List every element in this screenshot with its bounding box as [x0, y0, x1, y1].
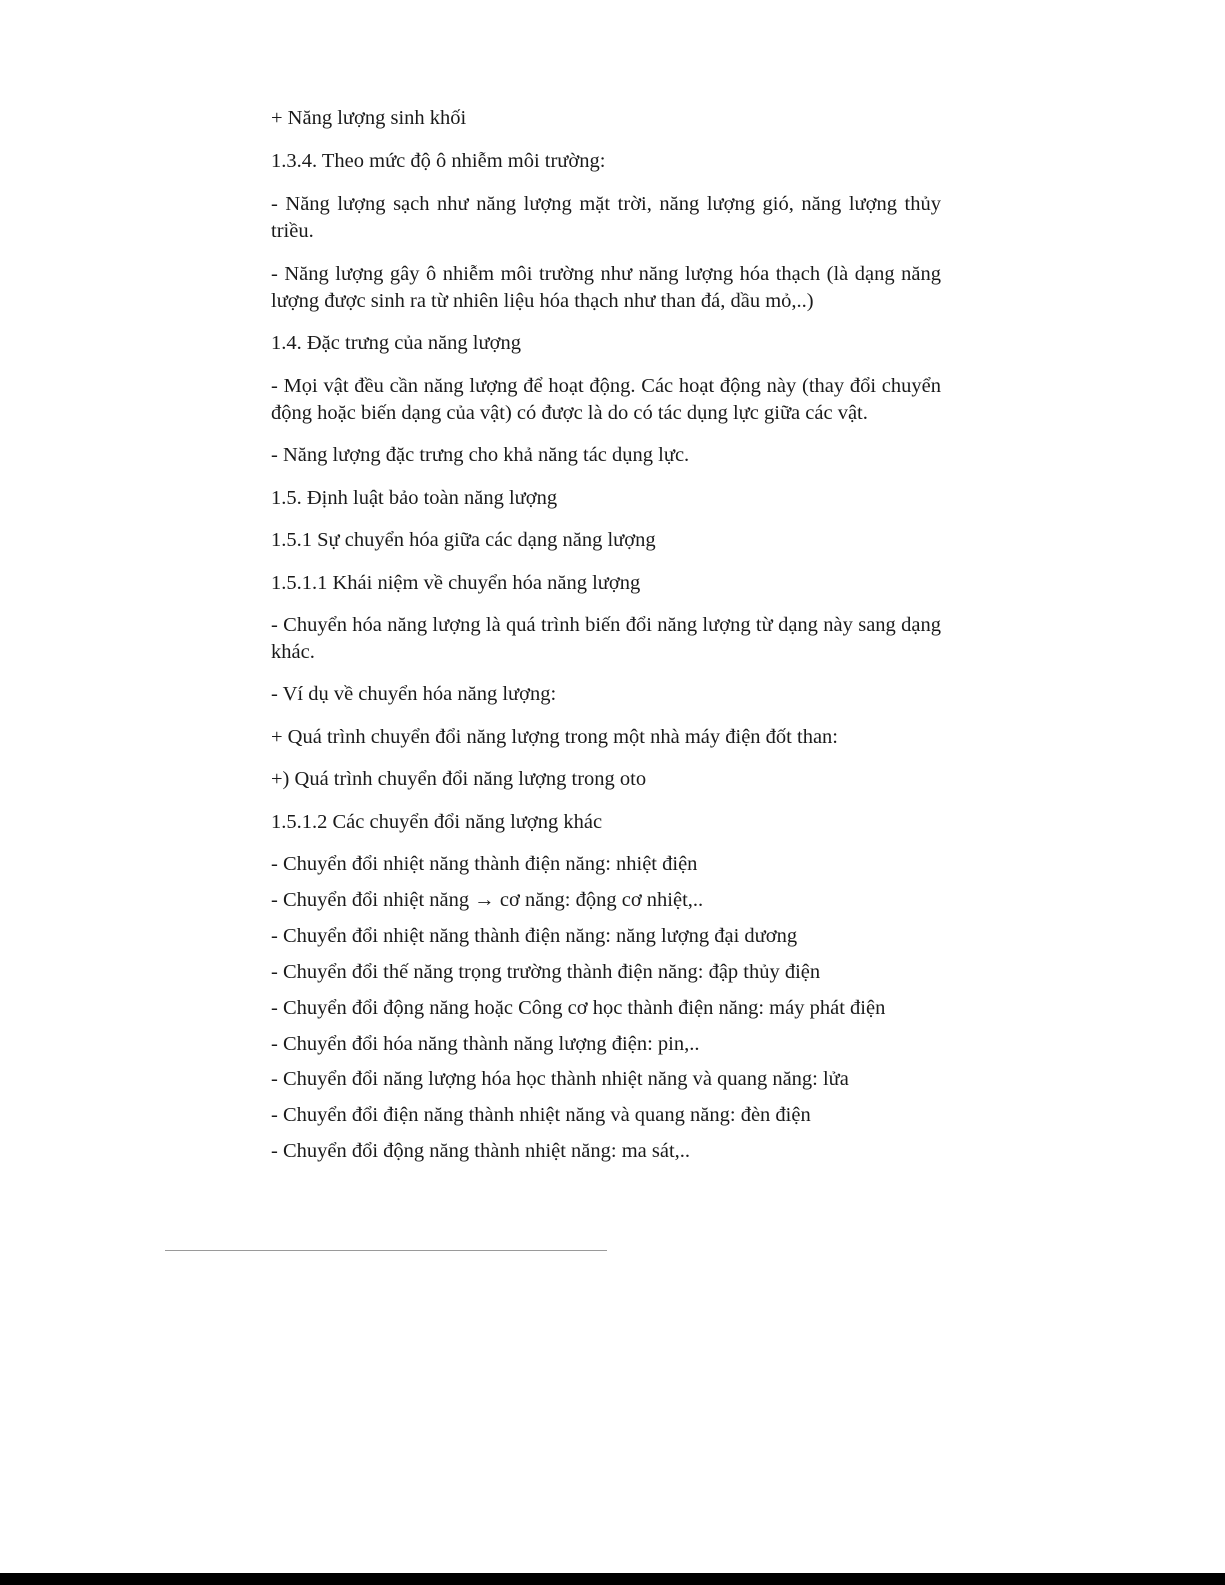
heading-1-5-1: 1.5.1 Sự chuyển hóa giữa các dạng năng lượng: [271, 529, 656, 551]
paragraph-polluting-energy: - Năng lượng gây ô nhiễm môi trường như năng lượng hóa thạch (là dạng năng lượng được sinh ra từ nhiên liệu hóa thạch như than đá, dầu mỏ,..): [271, 263, 941, 312]
list-item: - Chuyển đổi thế năng trọng trường thành điện năng: đập thủy điện: [271, 961, 821, 983]
list-item: - Chuyển đổi động năng hoặc Công cơ học thành điện năng: máy phát điện: [271, 997, 886, 1019]
list-item: - Chuyển đổi năng lượng hóa học thành nhiệt năng và quang năng: lửa: [271, 1068, 849, 1090]
paragraph-car: +) Quá trình chuyển đổi năng lượng trong oto: [271, 768, 647, 790]
list-item: - Chuyển đổi điện năng thành nhiệt năng và quang năng: đèn điện: [271, 1104, 811, 1126]
paragraph-biomass: + Năng lượng sinh khối: [271, 107, 467, 129]
paragraph-examples: - Ví dụ về chuyển hóa năng lượng:: [271, 683, 557, 705]
list-item: - Chuyển đổi nhiệt năng thành điện năng: nhiệt điện: [271, 853, 698, 875]
heading-1-5: 1.5. Định luật bảo toàn năng lượng: [271, 487, 558, 509]
heading-1-5-1-2: 1.5.1.2 Các chuyển đổi năng lượng khác: [271, 811, 603, 833]
paragraph-conversion-definition: - Chuyển hóa năng lượng là quá trình biến đổi năng lượng từ dạng này sang dạng khác.: [271, 614, 941, 663]
list-item: - Chuyển đổi hóa năng thành năng lượng điện: pin,..: [271, 1033, 700, 1055]
paragraph-clean-energy: - Năng lượng sạch như năng lượng mặt trời, năng lượng gió, năng lượng thủy triều.: [271, 193, 941, 242]
heading-1-4: 1.4. Đặc trưng của năng lượng: [271, 332, 521, 354]
list-item: - Chuyển đổi động năng thành nhiệt năng: ma sát,..: [271, 1140, 691, 1162]
page-bottom-edge: [0, 1573, 1225, 1585]
paragraph-energy-needed: - Mọi vật đều cần năng lượng để hoạt động. Các hoạt động này (thay đổi chuyển động hoặc biến dạng của vật) có được là do có tác dụng lực giữa các vật.: [271, 375, 941, 424]
paragraph-coal-plant: + Quá trình chuyển đổi năng lượng trong một nhà máy điện đốt than:: [271, 726, 838, 748]
heading-1-5-1-1: 1.5.1.1 Khái niệm về chuyển hóa năng lượng: [271, 572, 641, 594]
paragraph-energy-characteristic: - Năng lượng đặc trưng cho khả năng tác dụng lực.: [271, 444, 690, 466]
list-item: - Chuyển đổi nhiệt năng thành điện năng: năng lượng đại dương: [271, 925, 798, 947]
heading-1-3-4: 1.3.4. Theo mức độ ô nhiễm môi trường:: [271, 150, 606, 172]
list-item: - Chuyển đổi nhiệt năng → cơ năng: động cơ nhiệt,..: [271, 889, 704, 911]
footnote-separator: [165, 1250, 607, 1251]
